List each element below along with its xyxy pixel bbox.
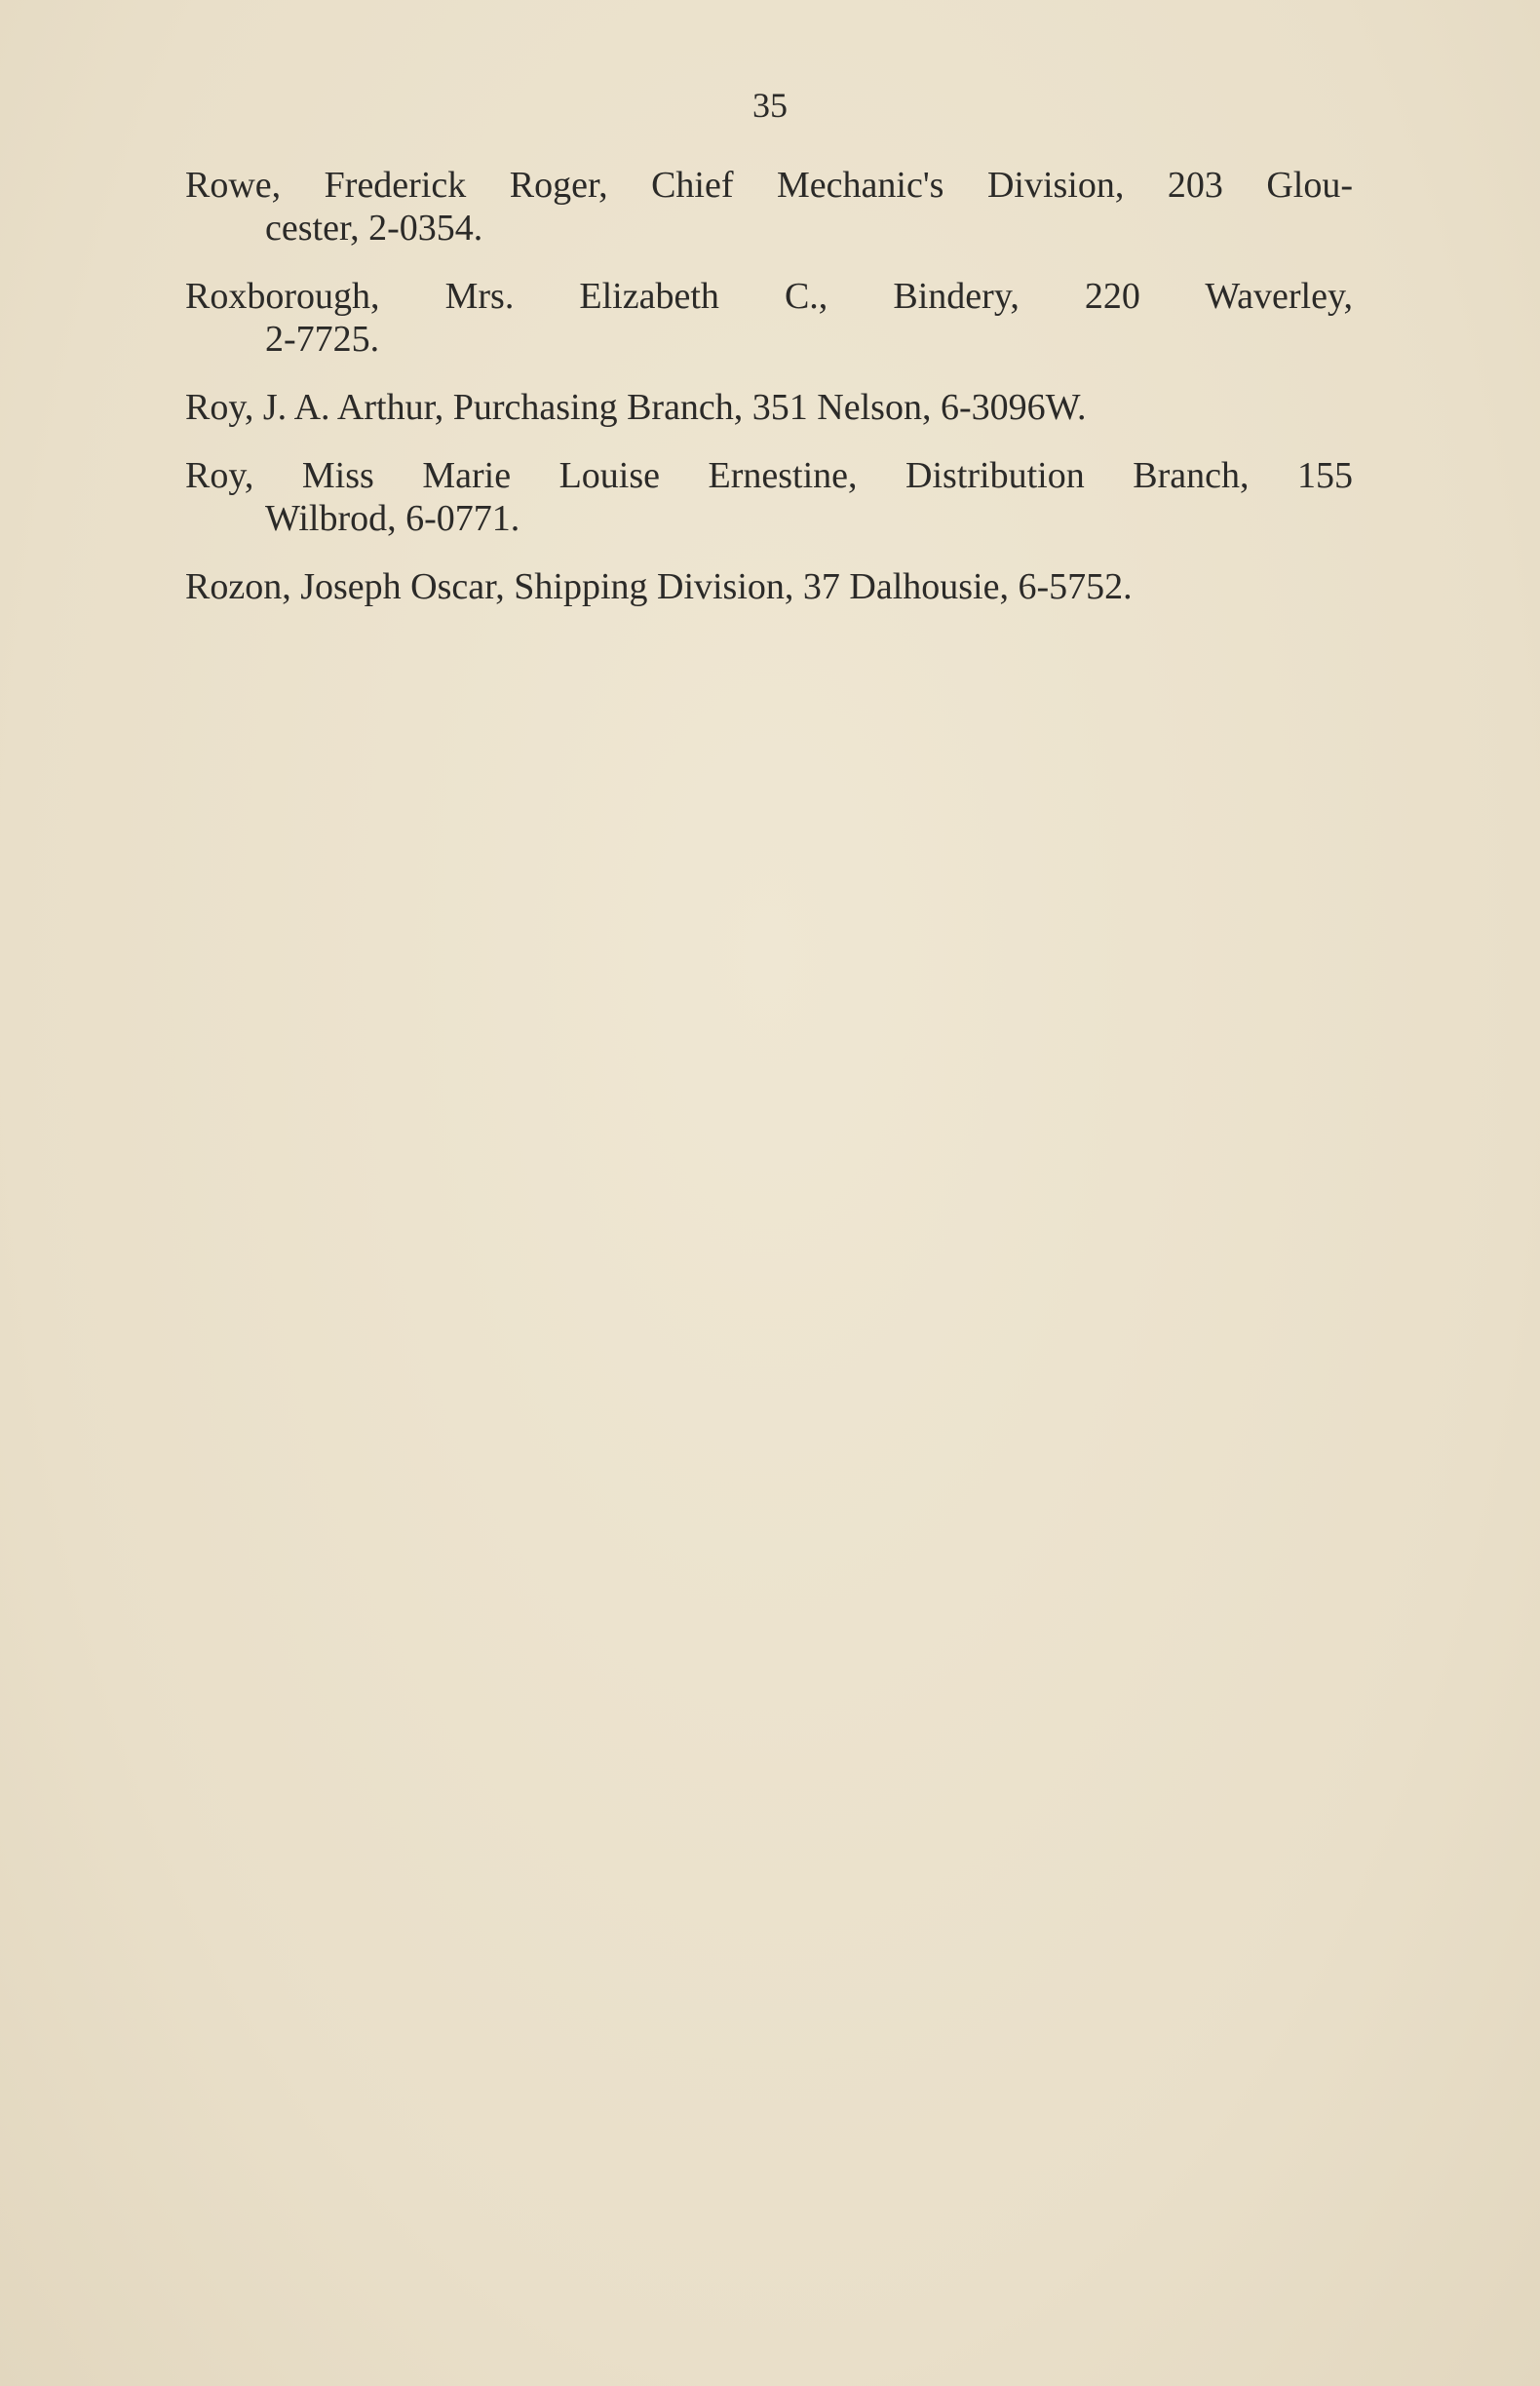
entry-continuation: 2-7725. xyxy=(265,319,380,360)
directory-entries xyxy=(185,164,1353,634)
directory-entry xyxy=(185,164,1353,250)
entry-continuation: cester, 2-0354. xyxy=(265,208,483,249)
directory-entry xyxy=(185,386,1353,429)
directory-entry xyxy=(185,454,1353,540)
directory-entry xyxy=(185,275,1353,361)
entry-line: Roy, J. A. Arthur, Purchasing Branch, 351 Nelson, 6-3096W. xyxy=(185,387,1087,428)
entry-continuation: Wilbrod, 6-0771. xyxy=(265,498,520,539)
entry-line: Roxborough, Mrs. Elizabeth C., Bindery, 220 Waverley, xyxy=(185,276,1353,317)
entry-line: Rowe, Frederick Roger, Chief Mechanic's Division, 203 Glou- xyxy=(185,165,1353,206)
directory-entry xyxy=(185,565,1353,608)
page-number: 35 xyxy=(752,86,788,125)
entry-line: Rozon, Joseph Oscar, Shipping Division, 37 Dalhousie, 6-5752. xyxy=(185,566,1133,607)
entry-line: Roy, Miss Marie Louise Ernestine, Distribution Branch, 155 xyxy=(185,455,1353,496)
